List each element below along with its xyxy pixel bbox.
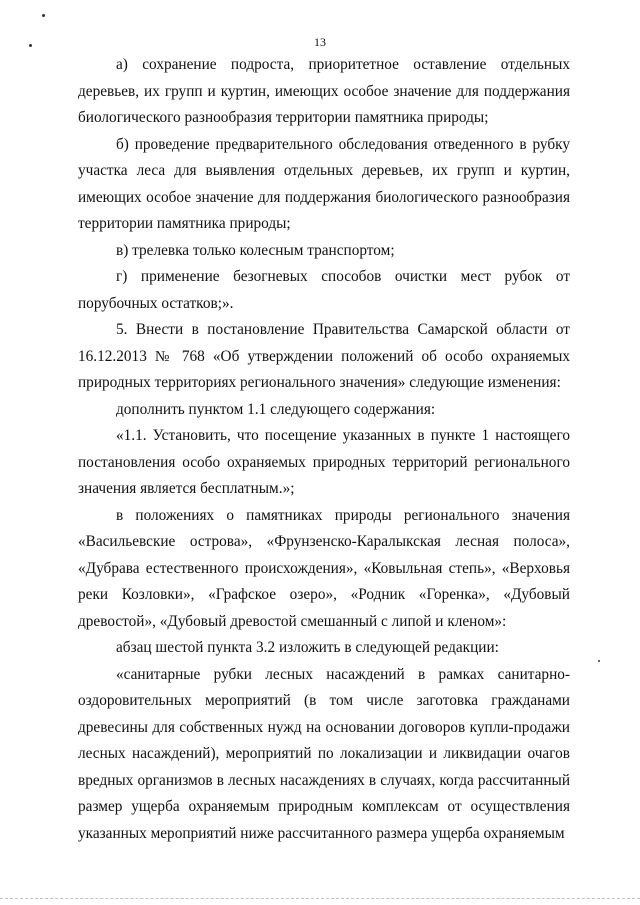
page-number: 13 [314, 35, 326, 49]
paragraph-regulations: в положениях о памятниках природы регионального значения «Васильевские острова», «Фрунзенско-Каралыкская лесная полоса», «Дубрава естественного происхождения», «Ковыльная степь», «Верховья реки Козловки», «Графское озеро», «Родник «Горенка», «Дубовый древостой», «Дубовый древостой смешанный с липой и кленом»: [78, 506, 570, 630]
paragraph-a: а) сохранение подроста, приоритетное оставление отдельных деревьев, их групп и куртин, имеющих особое значение для поддержания биологического разнообразия территории памятника природы; [78, 56, 570, 126]
scan-bottom-edge [0, 898, 640, 899]
paragraph-item-5: 5. Внести в постановление Правительства Самарской области от 16.12.2013 № 768 «Об утверждении положений об особо охраняемых природных территориях регионального значения» следующие изменения: [78, 321, 570, 391]
document-body [78, 52, 570, 847]
paragraph-b: б) проведение предварительного обследования отведенного в рубку участка леса для выявления отдельных деревьев, их групп и куртин, имеющих особое значение для поддержания биологического разнообразия территории памятника природы; [78, 135, 570, 232]
scan-speck [598, 660, 600, 662]
paragraph-add-item: дополнить пунктом 1.1 следующего содержания: [116, 400, 436, 418]
paragraph-section-3-2: абзац шестой пункта 3.2 изложить в следующей редакции: [116, 639, 499, 656]
scan-speck [42, 14, 45, 17]
paragraph-item-1-1: «1.1. Установить, что посещение указанных в пункте 1 настоящего постановления особо охраняемых природных территорий регионального значения является бесплатным.»; [78, 427, 570, 497]
paragraph-sanitary-cuttings: «санитарные рубки лесных насаждений в рамках санитарно-оздоровительных мероприятий (в том числе заготовка гражданами древесины для собственных нужд на основании договоров купли-продажи лесных насаждений), мероприятий по локализации и ликвидации очагов вредных организмов в лесных насаждениях в случаях, когда рассчитанный размер ущерба охраняемым природным комплексам от осуществления указанных мероприятий ниже рассчитанного размера ущерба охраняемым [78, 665, 570, 842]
paragraph-g: г) применение безогневых способов очистки мест рубок от порубочных остатков;». [78, 268, 570, 312]
paragraph-v: в) трелевка только колесным транспортом; [116, 241, 395, 259]
